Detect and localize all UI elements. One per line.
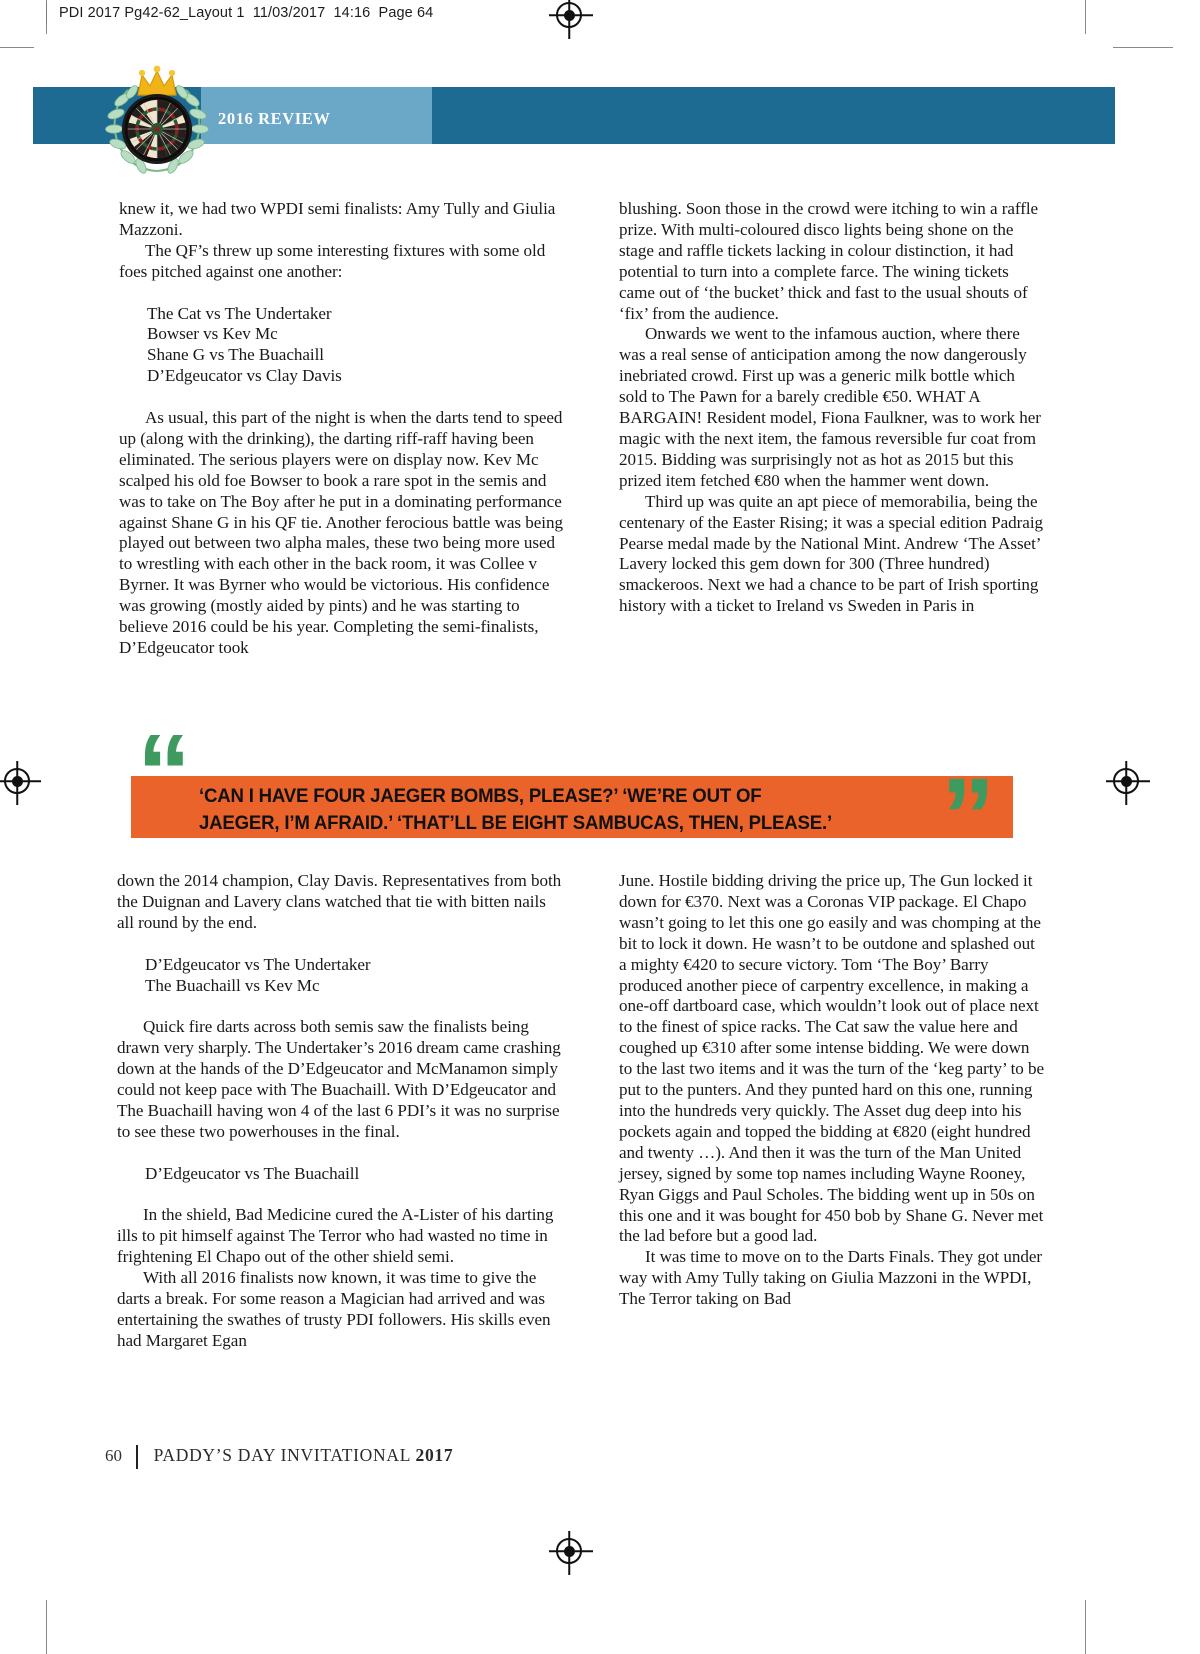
pull-quote <box>131 711 1013 876</box>
fixture-line: The Buachaill vs Kev Mc <box>145 975 320 995</box>
body-paragraph: down the 2014 champion, Clay Davis. Representatives from both the Duignan and Lavery clans watched that tie with bitten nails all round by the end. <box>117 871 562 932</box>
pull-quote-text <box>199 783 967 837</box>
body-paragraph: The QF’s threw up some interesting fixtures with some old foes pitched against one another: <box>119 240 546 281</box>
paragraph-spacer <box>117 996 565 1017</box>
fixture-line: Bowser vs Kev Mc <box>147 324 278 344</box>
page-trim-top-left <box>0 47 34 48</box>
column-right-bottom <box>619 871 1046 1310</box>
body-paragraph: It was time to move on to the Darts Finals. They got under way with Amy Tully taking on Giulia Mazzoni in the WPDI, The Terror taking on Bad <box>619 1247 1043 1309</box>
quote-open-icon: “ <box>137 711 189 832</box>
pdi-dartboard-crest-icon <box>98 62 216 174</box>
body-paragraph: With all 2016 finalists now known, it was time to give the darts a break. For some reason a Magician had arrived and was entertaining the swathes of trusty PDI followers. His skills even had Margaret Egan <box>117 1268 551 1350</box>
paragraph-spacer <box>117 1143 565 1164</box>
paragraph-spacer <box>117 934 565 955</box>
registration-mark-core <box>12 776 23 787</box>
pull-quote-line-1: ‘CAN I HAVE FOUR JAEGER BOMBS, PLEASE?’ ‘WE’RE OUT OF <box>199 785 762 807</box>
prepress-slug-line: PDI 2017 Pg42-62_Layout 1 11/03/2017 14:16 Page 64 <box>46 2 433 24</box>
body-paragraph: June. Hostile bidding driving the price up, The Gun locked it down for €370. Next was a Coronas VIP package. El Chapo wasn’t going to let this one go easily and was chomping at the bit to lock it down. He wasn’t to be outdone and splashed out a mighty €420 to secure victory. Tom ‘The Boy’ Barry produced another piece of carpentry excellence, in making a one-off dartboard case, which wouldn’t look out of place next to the finest of spice racks. The Cat saw the value here and coughed up €310 after some intense bidding. We were down to the last two items and it was the turn of the ‘keg party’ to be put to the punters. And they punted hard on this one, running into the hundreds very quickly. The Asset dug deep into his pockets again and topped the bidding at €820 (eight hundred and twenty …). And then it was the turn of the Man United jersey, signed by some top names including Wayne Rooney, Ryan Giggs and Paul Scholes. The bidding went up in 50s on this one and it was bought for 450 bob by Shane G. Never met the lad before but a good lad. <box>619 871 1045 1246</box>
body-paragraph: As usual, this part of the night is when the darts tend to speed up (along with the drinking), the darting riff-raff having been eliminated. The serious players were on display now. Kev Mc scalped his old foe Bowser to book a rare spot in the semis and was to take on The Boy after he put in a dominating performance against Shane G in his QF tie. Another ferocious battle was being played out between two alpha males, these two being more used to wrestling with each other in the back room, it was Collee v Byrner. It was Byrner who would be victorious. His confidence was growing (mostly aided by pints) and he was starting to believe 2016 could be his year. Completing the semi-finalists, D’Edgeucator took <box>119 408 563 657</box>
footer-publication-name: PADDY’S DAY INVITATIONAL <box>153 1445 416 1465</box>
body-paragraph: knew it, we had two WPDI semi finalists: Amy Tully and Giulia Mazzoni. <box>119 199 556 239</box>
banner-title: 2016 REVIEW <box>218 109 331 128</box>
column-left-top <box>119 199 565 659</box>
registration-mark-left <box>4 768 30 794</box>
folio-page-number: 60 <box>105 1446 122 1465</box>
body-paragraph: Third up was quite an apt piece of memorabilia, being the centenary of the Easter Rising; it was a special edition Padraig Pearse medal made by the National Mint. Andrew ‘The Asset’ Lavery locked this gem down for 300 (Three hundred) smackeroos. Next we had a chance to be part of Irish sporting history with a ticket to Ireland vs Sweden in Paris in <box>619 491 1044 616</box>
fixture-line: D’Edgeucator vs The Buachaill <box>145 1163 360 1183</box>
fixture-line: The Cat vs The Undertaker <box>147 303 332 323</box>
column-right-top <box>619 199 1046 617</box>
page-edge-bottom-left <box>46 1600 47 1654</box>
body-paragraph: blushing. Soon those in the crowd were itching to win a raffle prize. With multi-coloured disco lights being shone on the stage and raffle tickets lacking in colour distinction, it had potential to turn into a complete farce. The wining tickets came out of ‘the bucket’ thick and fast to the usual shouts of ‘fix’ from the audience. <box>619 199 1039 323</box>
paragraph-spacer <box>117 1185 565 1206</box>
paragraph-spacer <box>119 283 565 304</box>
registration-mark-core <box>1121 776 1132 787</box>
page-edge-right <box>1085 0 1086 34</box>
registration-mark-core <box>564 10 575 21</box>
footer-publication-title <box>138 1445 454 1466</box>
registration-mark-right <box>1113 768 1139 794</box>
registration-mark-top <box>556 2 582 28</box>
registration-mark-bottom <box>556 1538 582 1564</box>
quote-close-icon: ” <box>941 755 993 876</box>
fixture-line: D’Edgeucator vs Clay Davis <box>147 366 342 386</box>
page-edge-bottom-right <box>1085 1600 1086 1654</box>
page-trim-top-right <box>1113 47 1173 48</box>
column-left-bottom <box>117 871 565 1352</box>
body-paragraph: In the shield, Bad Medicine cured the A-Lister of his darting ills to pit himself against The Terror who had wasted no time in frightening El Chapo out of the other shield semi. <box>117 1205 554 1267</box>
footer-year: 2017 <box>415 1445 454 1465</box>
paragraph-spacer <box>119 387 565 408</box>
fixture-line: Shane G vs The Buachaill <box>147 345 324 365</box>
pull-quote-line-2: JAEGER, I’M AFRAID.’ ‘THAT’LL BE EIGHT SAMBUCAS, THEN, PLEASE.’ <box>199 812 832 834</box>
body-paragraph: Onwards we went to the infamous auction, where there was a real sense of anticipation among the now dangerously inebriated crowd. First up was a generic milk bottle which sold to The Pawn for a barely credible €50. WHAT A BARGAIN! Resident model, Fiona Faulkner, was to work her magic with the next item, the famous reversible fur coat from 2015. Bidding was surprisingly not as hot as 2015 but this prized item fetched €80 when the hammer went down. <box>619 324 1041 490</box>
dartboard-icon <box>122 94 192 164</box>
crown-icon <box>138 66 176 95</box>
fixture-line: D’Edgeucator vs The Undertaker <box>145 954 371 974</box>
registration-mark-core <box>564 1546 575 1557</box>
page-footer <box>105 1445 453 1469</box>
body-paragraph: Quick fire darts across both semis saw the finalists being drawn very sharply. The Undertaker’s 2016 dream came crashing down at the hands of the D’Edgeucator and McManamon simply could not keep pace with The Buachaill. With D’Edgeucator and The Buachaill having won 4 of the last 6 PDI’s it was no surprise to see these two powerhouses in the final. <box>117 1017 561 1141</box>
